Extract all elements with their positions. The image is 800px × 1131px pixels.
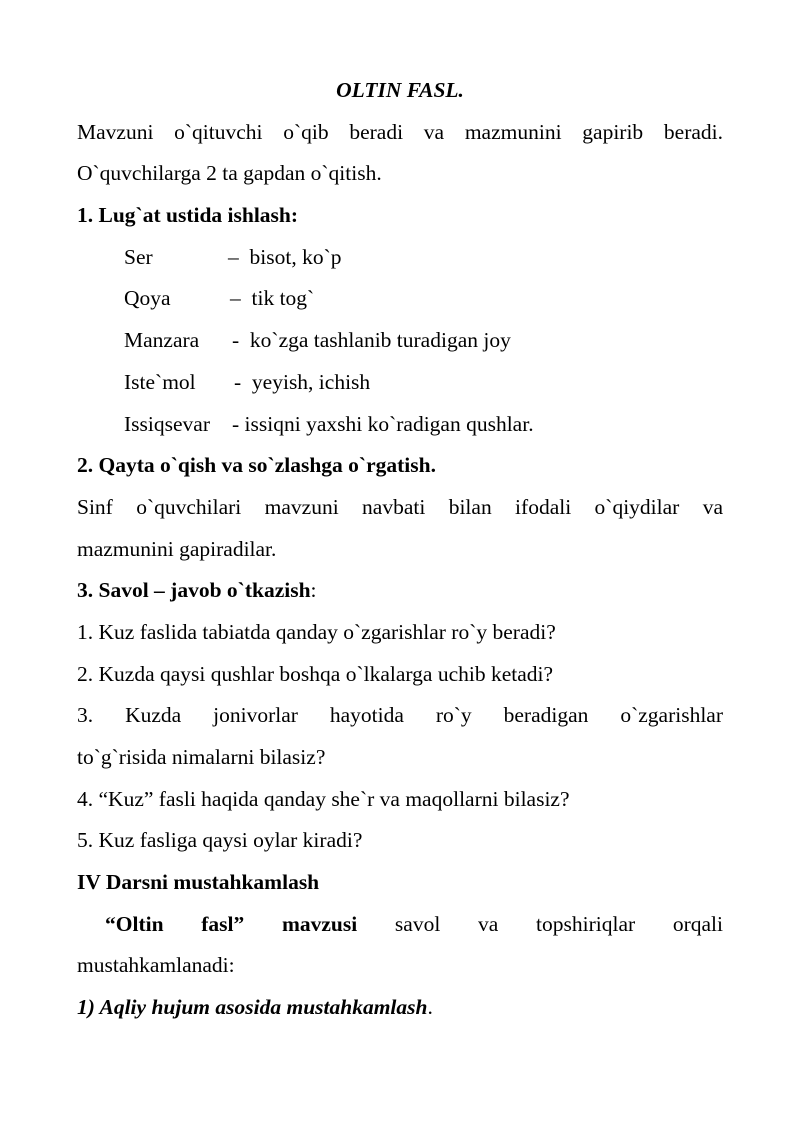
section-3-heading-line	[77, 570, 723, 612]
intro-line-1: Mavzuni o`qituvchi o`qib beradi va mazmunini gapirib beradi.	[77, 119, 723, 144]
question-4: 4. “Kuz” fasli haqida qanday she`r va maqollarni bilasiz?	[77, 786, 570, 811]
vocab-definition: yeyish, ichish	[251, 369, 371, 394]
intro-line-2: O`quvchilarga 2 ta gapdan o`qitish.	[77, 161, 382, 186]
document-title: OLTIN FASL.	[336, 78, 464, 102]
question-2: 2. Kuzda qaysi qushlar boshqa o`lkalarga uchib ketadi?	[77, 661, 554, 686]
section-4-subheading-line	[77, 987, 723, 1029]
vocab-item	[77, 362, 723, 404]
vocab-separator: -	[234, 369, 242, 394]
vocab-item	[77, 404, 723, 446]
question-5: 5. Kuz fasliga qaysi oylar kiradi?	[77, 828, 363, 853]
section-2-heading: 2. Qayta o`qish va so`zlashga o`rgatish.	[77, 453, 436, 478]
section-3-heading: 3. Savol – javob o`tkazish	[77, 578, 311, 603]
section-4-subheading-period: .	[427, 995, 433, 1020]
question-1: 1. Kuz faslida tabiatda qanday o`zgarishlar ro`y beradi?	[77, 619, 556, 644]
vocab-definition: bisot, ko`p	[249, 244, 342, 269]
vocab-term: Iste`mol	[124, 369, 196, 394]
vocab-separator: –	[228, 244, 239, 269]
question-3-line-1: 3. Kuzda jonivorlar hayotida ro`y beradigan o`zgarishlar	[77, 703, 723, 728]
section-4-paragraph-rest: savol va topshiriqlar orqali	[357, 911, 723, 936]
vocab-definition: ko`zga tashlanib turadigan joy	[249, 328, 511, 353]
section-4-topic: “Oltin fasl” mavzusi	[105, 911, 358, 936]
vocab-term: Ser	[124, 244, 153, 269]
section-2-line-2: mazmunini gapiradilar.	[77, 536, 277, 561]
vocab-definition: issiqni yaxshi ko`radigan qushlar.	[244, 411, 534, 436]
vocab-item	[77, 320, 723, 362]
section-4-paragraph-line-1	[77, 904, 723, 946]
vocab-item	[77, 237, 723, 279]
section-1-heading: 1. Lug`at ustida ishlash:	[77, 203, 299, 228]
section-4-heading: IV Darsni mustahkamlash	[77, 870, 320, 895]
question-3-line-2: to`g`risida nimalarni bilasiz?	[77, 745, 326, 769]
vocab-item	[77, 278, 723, 320]
section-4-subheading: 1) Aqliy hujum asosida mustahkamlash	[77, 995, 428, 1020]
vocab-term: Qoya	[124, 286, 171, 311]
vocab-term: Manzara	[124, 328, 200, 353]
section-4-paragraph-line-2: mustahkamlanadi:	[77, 953, 235, 978]
vocab-separator: -	[232, 411, 240, 436]
document-page	[77, 70, 723, 1029]
section-2-line-1: Sinf o`quvchilari mavzuni navbati bilan ifodali o`qiydilar va	[77, 494, 723, 519]
vocab-term: Issiqsevar	[124, 411, 210, 436]
section-3-heading-colon: :	[310, 578, 317, 603]
vocab-definition: tik tog`	[251, 286, 315, 311]
vocab-separator: –	[230, 286, 241, 311]
vocab-separator: -	[232, 328, 240, 353]
